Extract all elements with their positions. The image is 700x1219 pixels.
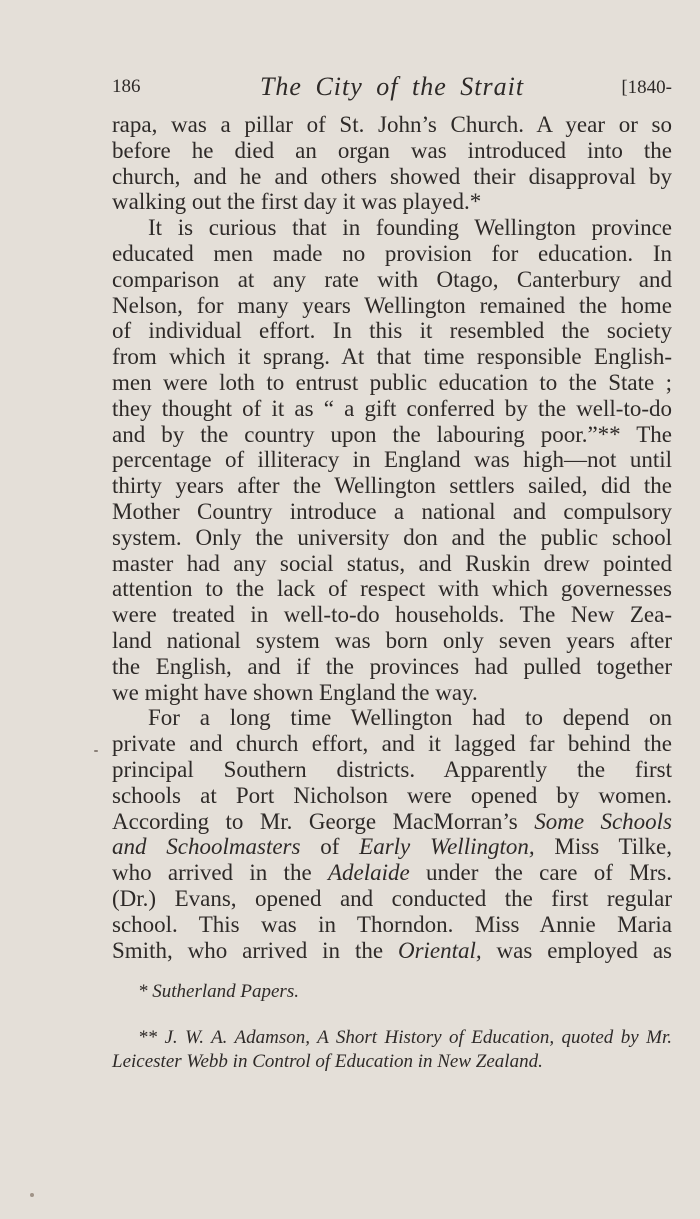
text-line: the English, and if the provinces had pulled together <box>112 653 672 679</box>
text-run: Miss Tilke, <box>534 834 672 860</box>
text-line: It is curious that in founding Wellington province <box>148 215 672 241</box>
text-line: master had any social status, and Ruskin drew pointed <box>112 550 672 576</box>
footnote-1: * Sutherland Papers. <box>138 981 299 1002</box>
book-title-italic: Early Wellington, <box>359 834 535 860</box>
text-run: According to Mr. George MacMorran’s <box>112 808 535 834</box>
text-line: walking out the first day it was played.* <box>112 189 482 215</box>
text-line: principal Southern districts. Apparently the first <box>112 756 672 782</box>
footnote-2-line-2: Leicester Webb in Control of Education in New Zealand. <box>112 1051 543 1072</box>
text-line: educated men made no provision for education. In <box>112 240 672 266</box>
book-title-italic: Some Schools <box>534 808 673 834</box>
text-line: we might have shown England the way. <box>112 679 478 705</box>
text-line: thirty years after the Wellington settlers sailed, did the <box>112 473 672 499</box>
running-title: The City of the Strait <box>259 72 525 101</box>
text-line: land national system was born only seven years after <box>112 627 672 653</box>
text-line: church, and he and others showed their disapproval by <box>112 163 672 189</box>
text-line: private and church effort, and it lagged far behind the <box>112 731 672 757</box>
text-line-with-italic <box>112 809 672 835</box>
text-line: before he died an organ was introduced into the <box>112 137 672 163</box>
text-line: attention to the lack of respect with which governesses <box>112 576 672 602</box>
text-line: school. This was in Thorndon. Miss Annie Maria <box>112 911 672 937</box>
text-line: For a long time Wellington had to depend on <box>148 705 672 731</box>
page-header <box>112 72 672 104</box>
text-line: comparison at any rate with Otago, Canterbury and <box>112 266 672 292</box>
text-line: of individual effort. In this it resembled the society <box>112 318 672 344</box>
text-line: Nelson, for many years Wellington remained the home <box>112 292 672 318</box>
margin-mark <box>94 750 98 752</box>
text-line-with-italic <box>112 938 672 964</box>
text-run: Smith, who arrived in the <box>112 937 398 963</box>
text-line: schools at Port Nicholson were opened by women. <box>112 782 672 808</box>
text-line: (Dr.) Evans, opened and conducted the first regular <box>112 885 672 911</box>
text-line: from which it sprang. At that time responsible English- <box>112 344 672 370</box>
text-run: of <box>300 834 360 860</box>
page-number: 186 <box>112 76 141 97</box>
body-text <box>112 112 672 963</box>
text-line: and by the country upon the labouring poor.”** The <box>112 421 672 447</box>
ship-name-italic: Oriental, <box>397 937 482 963</box>
text-line-with-italic <box>112 834 672 860</box>
text-line: rapa, was a pillar of St. John’s Church. A year or so <box>112 112 672 137</box>
text-run: under the care of Mrs. <box>409 860 672 886</box>
text-line: system. Only the university don and the public school <box>112 524 672 550</box>
header-date: [1840- <box>621 77 672 98</box>
text-line: were treated in well-to-do households. The New Zea- <box>112 602 672 628</box>
text-line: Mother Country introduce a national and compulsory <box>112 498 672 524</box>
text-line: men were loth to entrust public education to the State ; <box>112 369 672 395</box>
footnotes <box>112 980 672 1074</box>
text-line: percentage of illiteracy in England was high—not until <box>112 447 672 473</box>
text-run: who arrived in the <box>112 860 328 886</box>
text-line: they thought of it as “ a gift conferred by the well-to-do <box>112 395 672 421</box>
text-run: was employed as <box>481 937 672 963</box>
paper-speck <box>30 1193 34 1197</box>
footnote-2-line-1: ** J. W. A. Adamson, A Short History of Education, quoted by Mr. <box>138 1027 672 1048</box>
book-title-italic: and Schoolmasters <box>112 834 301 860</box>
ship-name-italic: Adelaide <box>327 860 410 886</box>
text-line-with-italic <box>112 860 672 886</box>
